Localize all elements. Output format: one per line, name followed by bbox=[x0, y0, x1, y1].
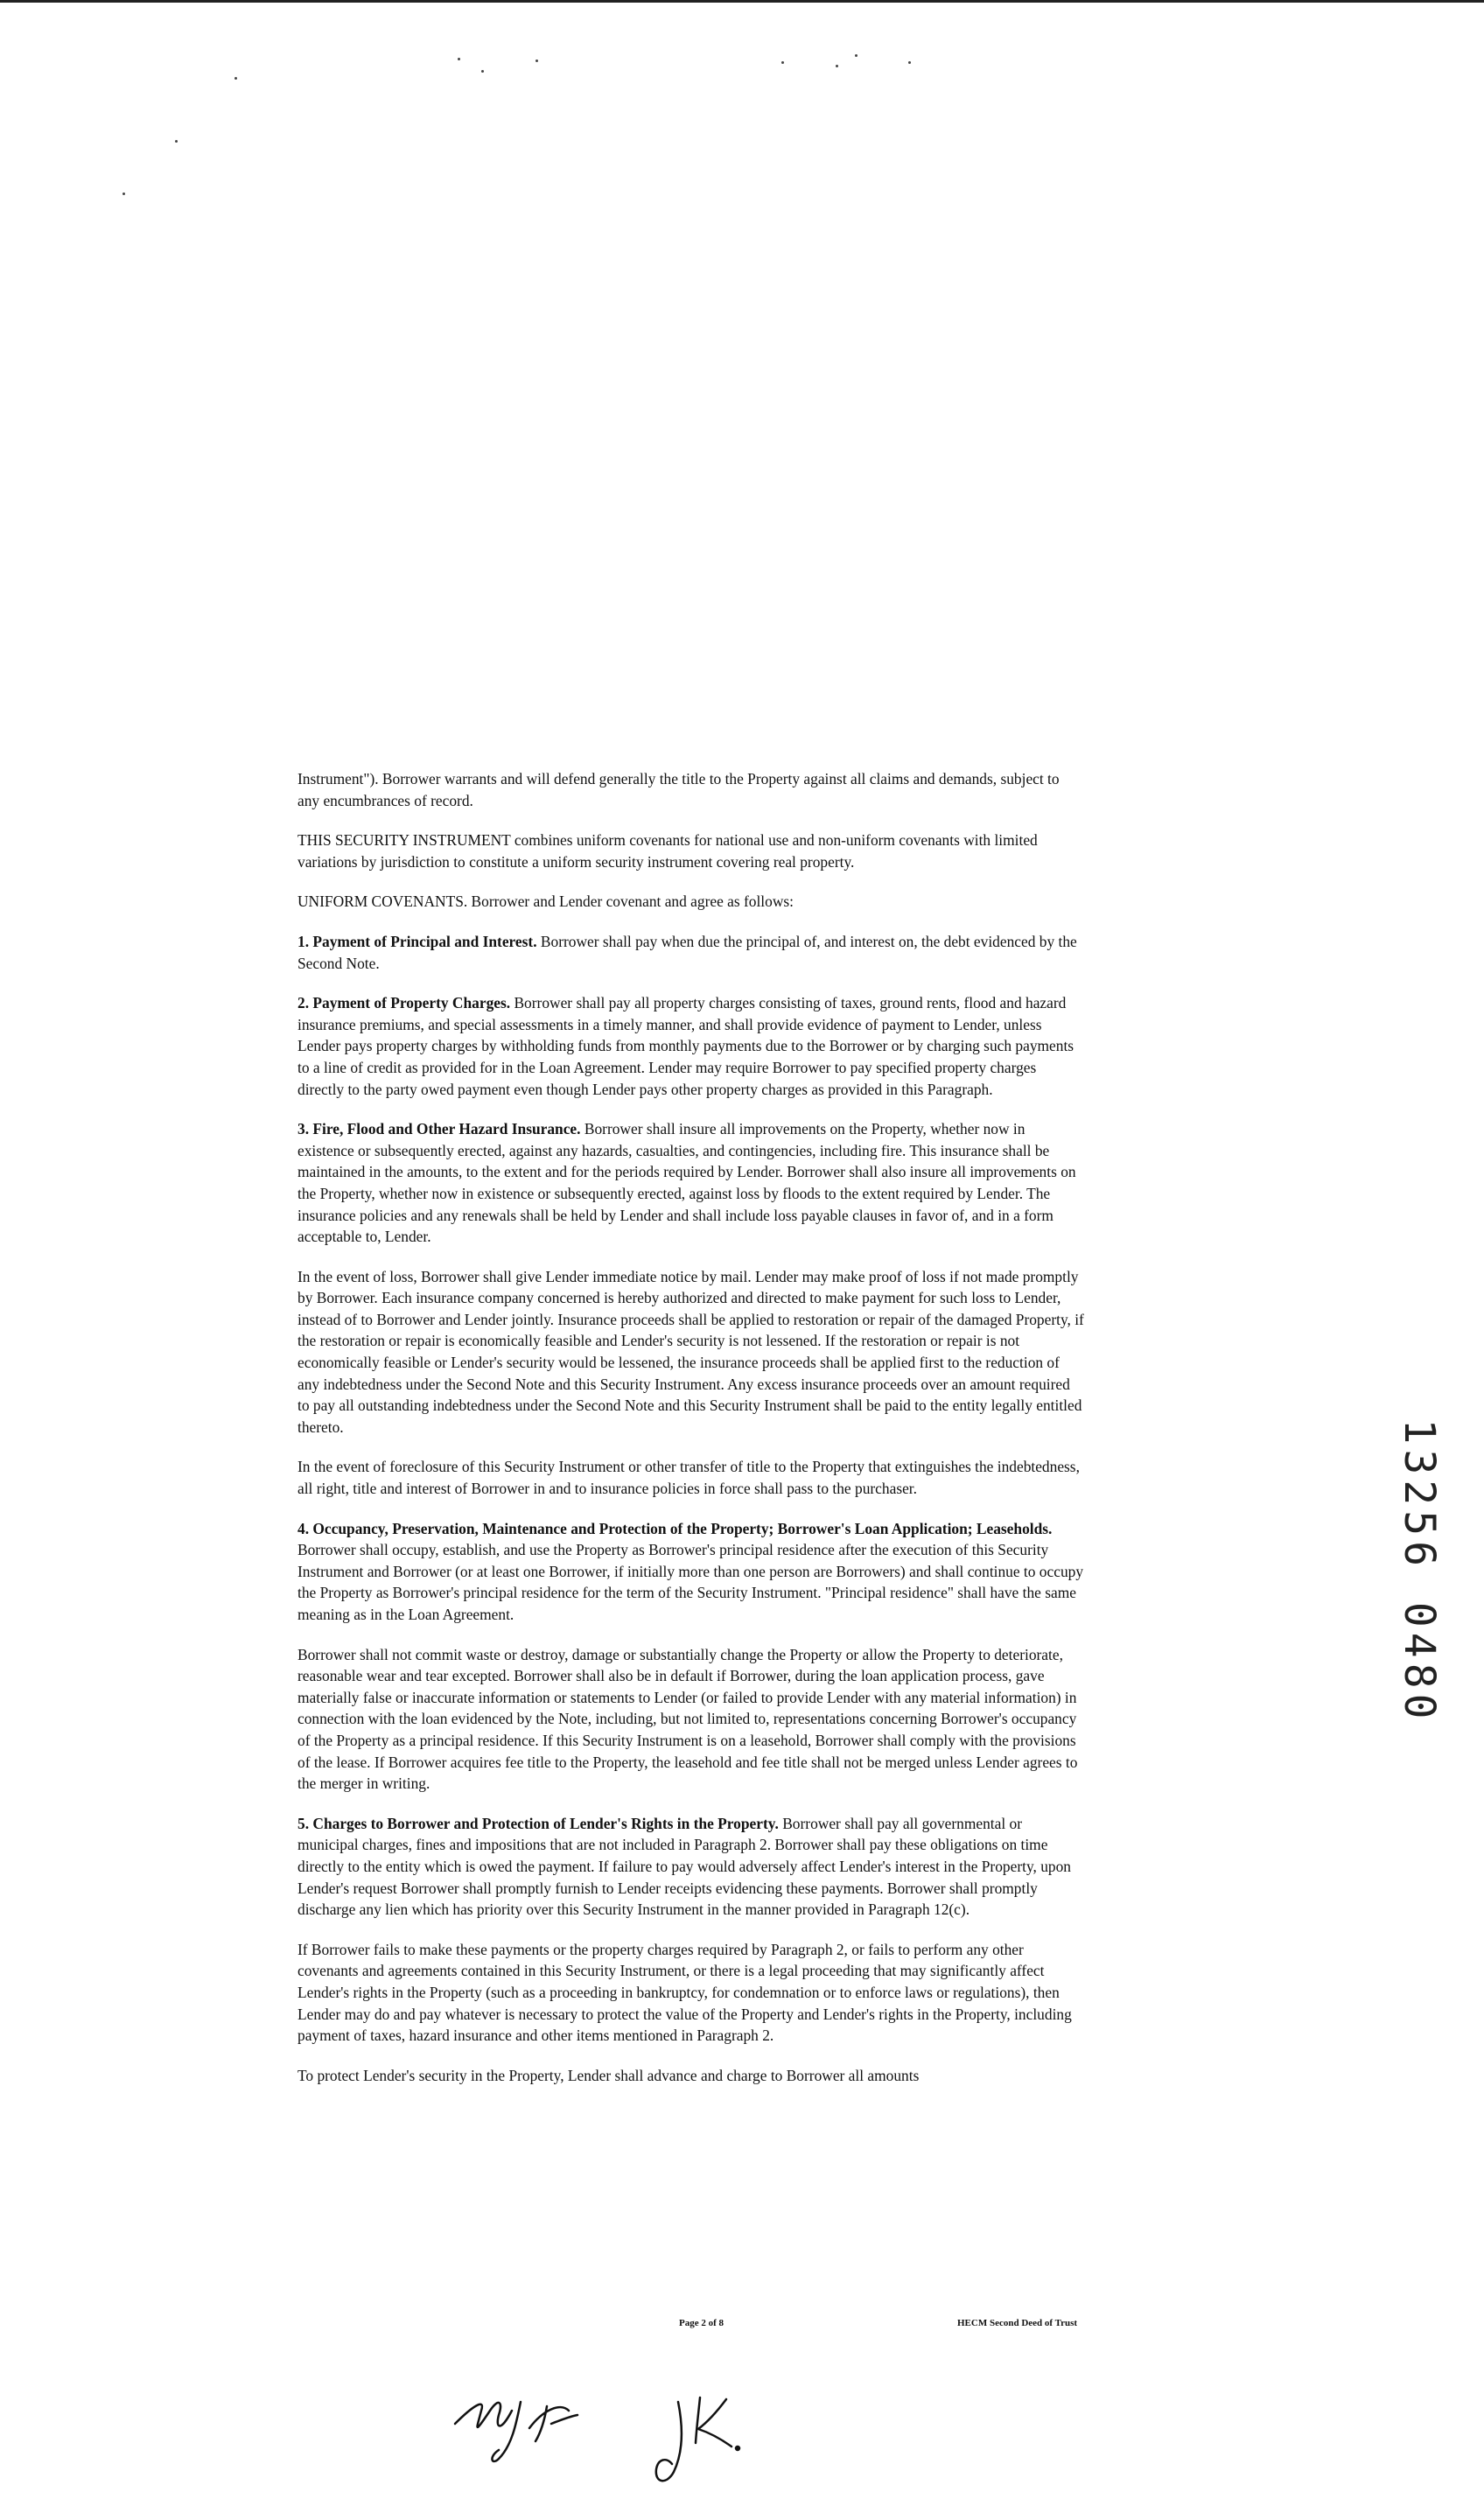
document-body bbox=[298, 768, 1085, 2104]
scan-speck bbox=[908, 61, 911, 64]
section-1-heading: 1. Payment of Principal and Interest. bbox=[298, 932, 537, 950]
section-1 bbox=[298, 931, 1085, 974]
section-4 bbox=[298, 1518, 1085, 1626]
section-4-heading: 4. Occupancy, Preservation, Maintenance and Protection of the Property; Borrower's Loan Application; Leaseholds. bbox=[298, 1519, 1053, 1537]
scan-speck bbox=[836, 65, 838, 67]
form-name: HECM Second Deed of Trust bbox=[957, 2318, 1078, 2328]
foreclosure-paragraph: In the event of foreclosure of this Security Instrument or other transfer of title to the Property that extinguishes the indebtedness, all right, title and interest of Borrower in and to insurance policies in force shall pass to the purchaser. bbox=[298, 1458, 1080, 1498]
section-2 bbox=[298, 992, 1085, 1100]
scan-speck bbox=[122, 192, 125, 195]
signature-initials-2 bbox=[656, 2398, 739, 2481]
section-2-body: Borrower shall pay all property charges consisting of taxes, ground rents, flood and hazard insurance premiums, and special assessments in a timely manner, and shall provide evidence of payment to Lender, unless Lender pays property charges by withholding funds from monthly payments due to the Borrower or by charging such payments to a line of credit as provided for in the Loan Agreement. Lender may require Borrower to pay specified property charges directly to the party owed payment even though Lender pays other property charges as provided in this Paragraph. bbox=[298, 994, 1074, 1098]
scan-speck bbox=[175, 140, 178, 143]
recording-stamp: 13256 0480 bbox=[1395, 1418, 1444, 1725]
top-border-line bbox=[0, 0, 1484, 3]
failure-paragraph: If Borrower fails to make these payments or the property charges required by Paragraph 2, or fails to perform any other covenants and agreements contained in this Security Instrument, or there is a legal proceeding that may significantly affect Lender's rights in the Property (such as a proceeding in bankruptcy, for condemnation or to enforce laws or regulations), then Lender may do and pay whatever is necessary to protect the value of the Property and Lender's rights in the Property, including payment of taxes, hazard insurance and other items mentioned in Paragraph 2. bbox=[298, 1940, 1072, 2045]
loss-paragraph: In the event of loss, Borrower shall give Lender immediate notice by mail. Lender may make proof of loss if not made promptly by Borrower. Each insurance company concerned is hereby authorized and directed to make payment for such loss to Lender, instead of to Borrower and Lender jointly. Insurance proceeds shall be applied to restoration or repair of the damaged Property, if the restoration or repair is economically feasible and Lender's security is not lessened. If the restoration or repair is not economically feasible or Lender's security would be lessened, the insurance proceeds shall be applied first to the reduction of any indebtedness under the Second Note and this Security Instrument. Any excess insurance proceeds over an amount required to pay all outstanding indebtedness under the Second Note and this Security Instrument shall be paid to the entity legally entitled thereto. bbox=[298, 1267, 1084, 1436]
section-4-body: Borrower shall occupy, establish, and use the Property as Borrower's principal residence after the execution of this Security Instrument and Borrower (or at least one Borrower, if initially more than one person are Borrowers) and shall continue to occupy the Property as Borrower's principal residence for the term of the Security Instrument. "Principal residence" shall have the same meaning as in the Loan Agreement. bbox=[298, 1541, 1084, 1623]
scan-speck bbox=[481, 70, 484, 73]
scan-speck bbox=[855, 54, 858, 57]
section-5-body: Borrower shall pay all governmental or municipal charges, fines and impositions that are not included in Paragraph 2. Borrower shall pay these obligations on time directly to the entity which is owed the payment. If failure to pay would adversely affect Lender's interest in the Property, upon Lender's request Borrower shall promptly furnish to Lender receipts evidencing these payments. Borrower shall promptly discharge any lien which has priority over this Security Instrument in the manner provided in Paragraph 12(c). bbox=[298, 1814, 1071, 1919]
section-5-heading: 5. Charges to Borrower and Protection of Lender's Rights in the Property. bbox=[298, 1814, 779, 1832]
intro-paragraph: Instrument"). Borrower warrants and will defend generally the title to the Property against all claims and demands, subject to any encumbrances of record. bbox=[298, 770, 1060, 809]
section-3-body: Borrower shall insure all improvements on the Property, whether now in existence or subsequently erected, against any hazards, casualties, and contingencies, including fire. This insurance shall be maintained in the amounts, to the extent and for the periods required by Lender. Borrower shall also insure all improvements on the Property, whether now in existence or subsequently erected, against loss by floods to the extent required by Lender. The insurance policies and any renewals shall be held by Lender and shall include loss payable clauses in favor of, and in a form acceptable to, Lender. bbox=[298, 1120, 1076, 1246]
section-3 bbox=[298, 1118, 1085, 1248]
scan-speck bbox=[781, 61, 784, 64]
signature-initials-1 bbox=[455, 2402, 578, 2461]
security-instrument-paragraph: THIS SECURITY INSTRUMENT combines uniform covenants for national use and non-uniform covenants with limited variations by jurisdiction to constitute a uniform security instrument covering real property. bbox=[298, 831, 1038, 871]
section-3-heading: 3. Fire, Flood and Other Hazard Insurance. bbox=[298, 1120, 581, 1138]
section-2-heading: 2. Payment of Property Charges. bbox=[298, 994, 511, 1012]
scan-speck bbox=[536, 60, 538, 62]
initials-signatures bbox=[438, 2362, 875, 2494]
protect-paragraph: To protect Lender's security in the Property, Lender shall advance and charge to Borrower all amounts bbox=[298, 2066, 920, 2084]
scan-speck bbox=[458, 58, 460, 60]
page-number: Page 2 of 8 bbox=[679, 2318, 724, 2328]
uniform-covenants-paragraph: UNIFORM COVENANTS. Borrower and Lender covenant and agree as follows: bbox=[298, 892, 794, 911]
scan-speck bbox=[234, 77, 237, 80]
section-1-body: Borrower shall pay when due the principal of, and interest on, the debt evidenced by the Second Note. bbox=[298, 932, 1077, 972]
waste-paragraph: Borrower shall not commit waste or destroy, damage or substantially change the Property or allow the Property to deteriorate, reasonable wear and tear excepted. Borrower shall also be in default if Borrower, during the loan application process, gave materially false or inaccurate information or statements to Lender (or failed to provide Lender with any material information) in connection with the loan evidenced by the Note, including, but not limited to, representations concerning Borrower's occupancy of the Property as a principal residence. If this Security Instrument is on a leasehold, Borrower shall comply with the provisions of the lease. If Borrower acquires fee title to the Property, the leasehold and fee title shall not be merged unless Lender agrees to the merger in writing. bbox=[298, 1645, 1078, 1793]
section-5 bbox=[298, 1813, 1085, 1921]
